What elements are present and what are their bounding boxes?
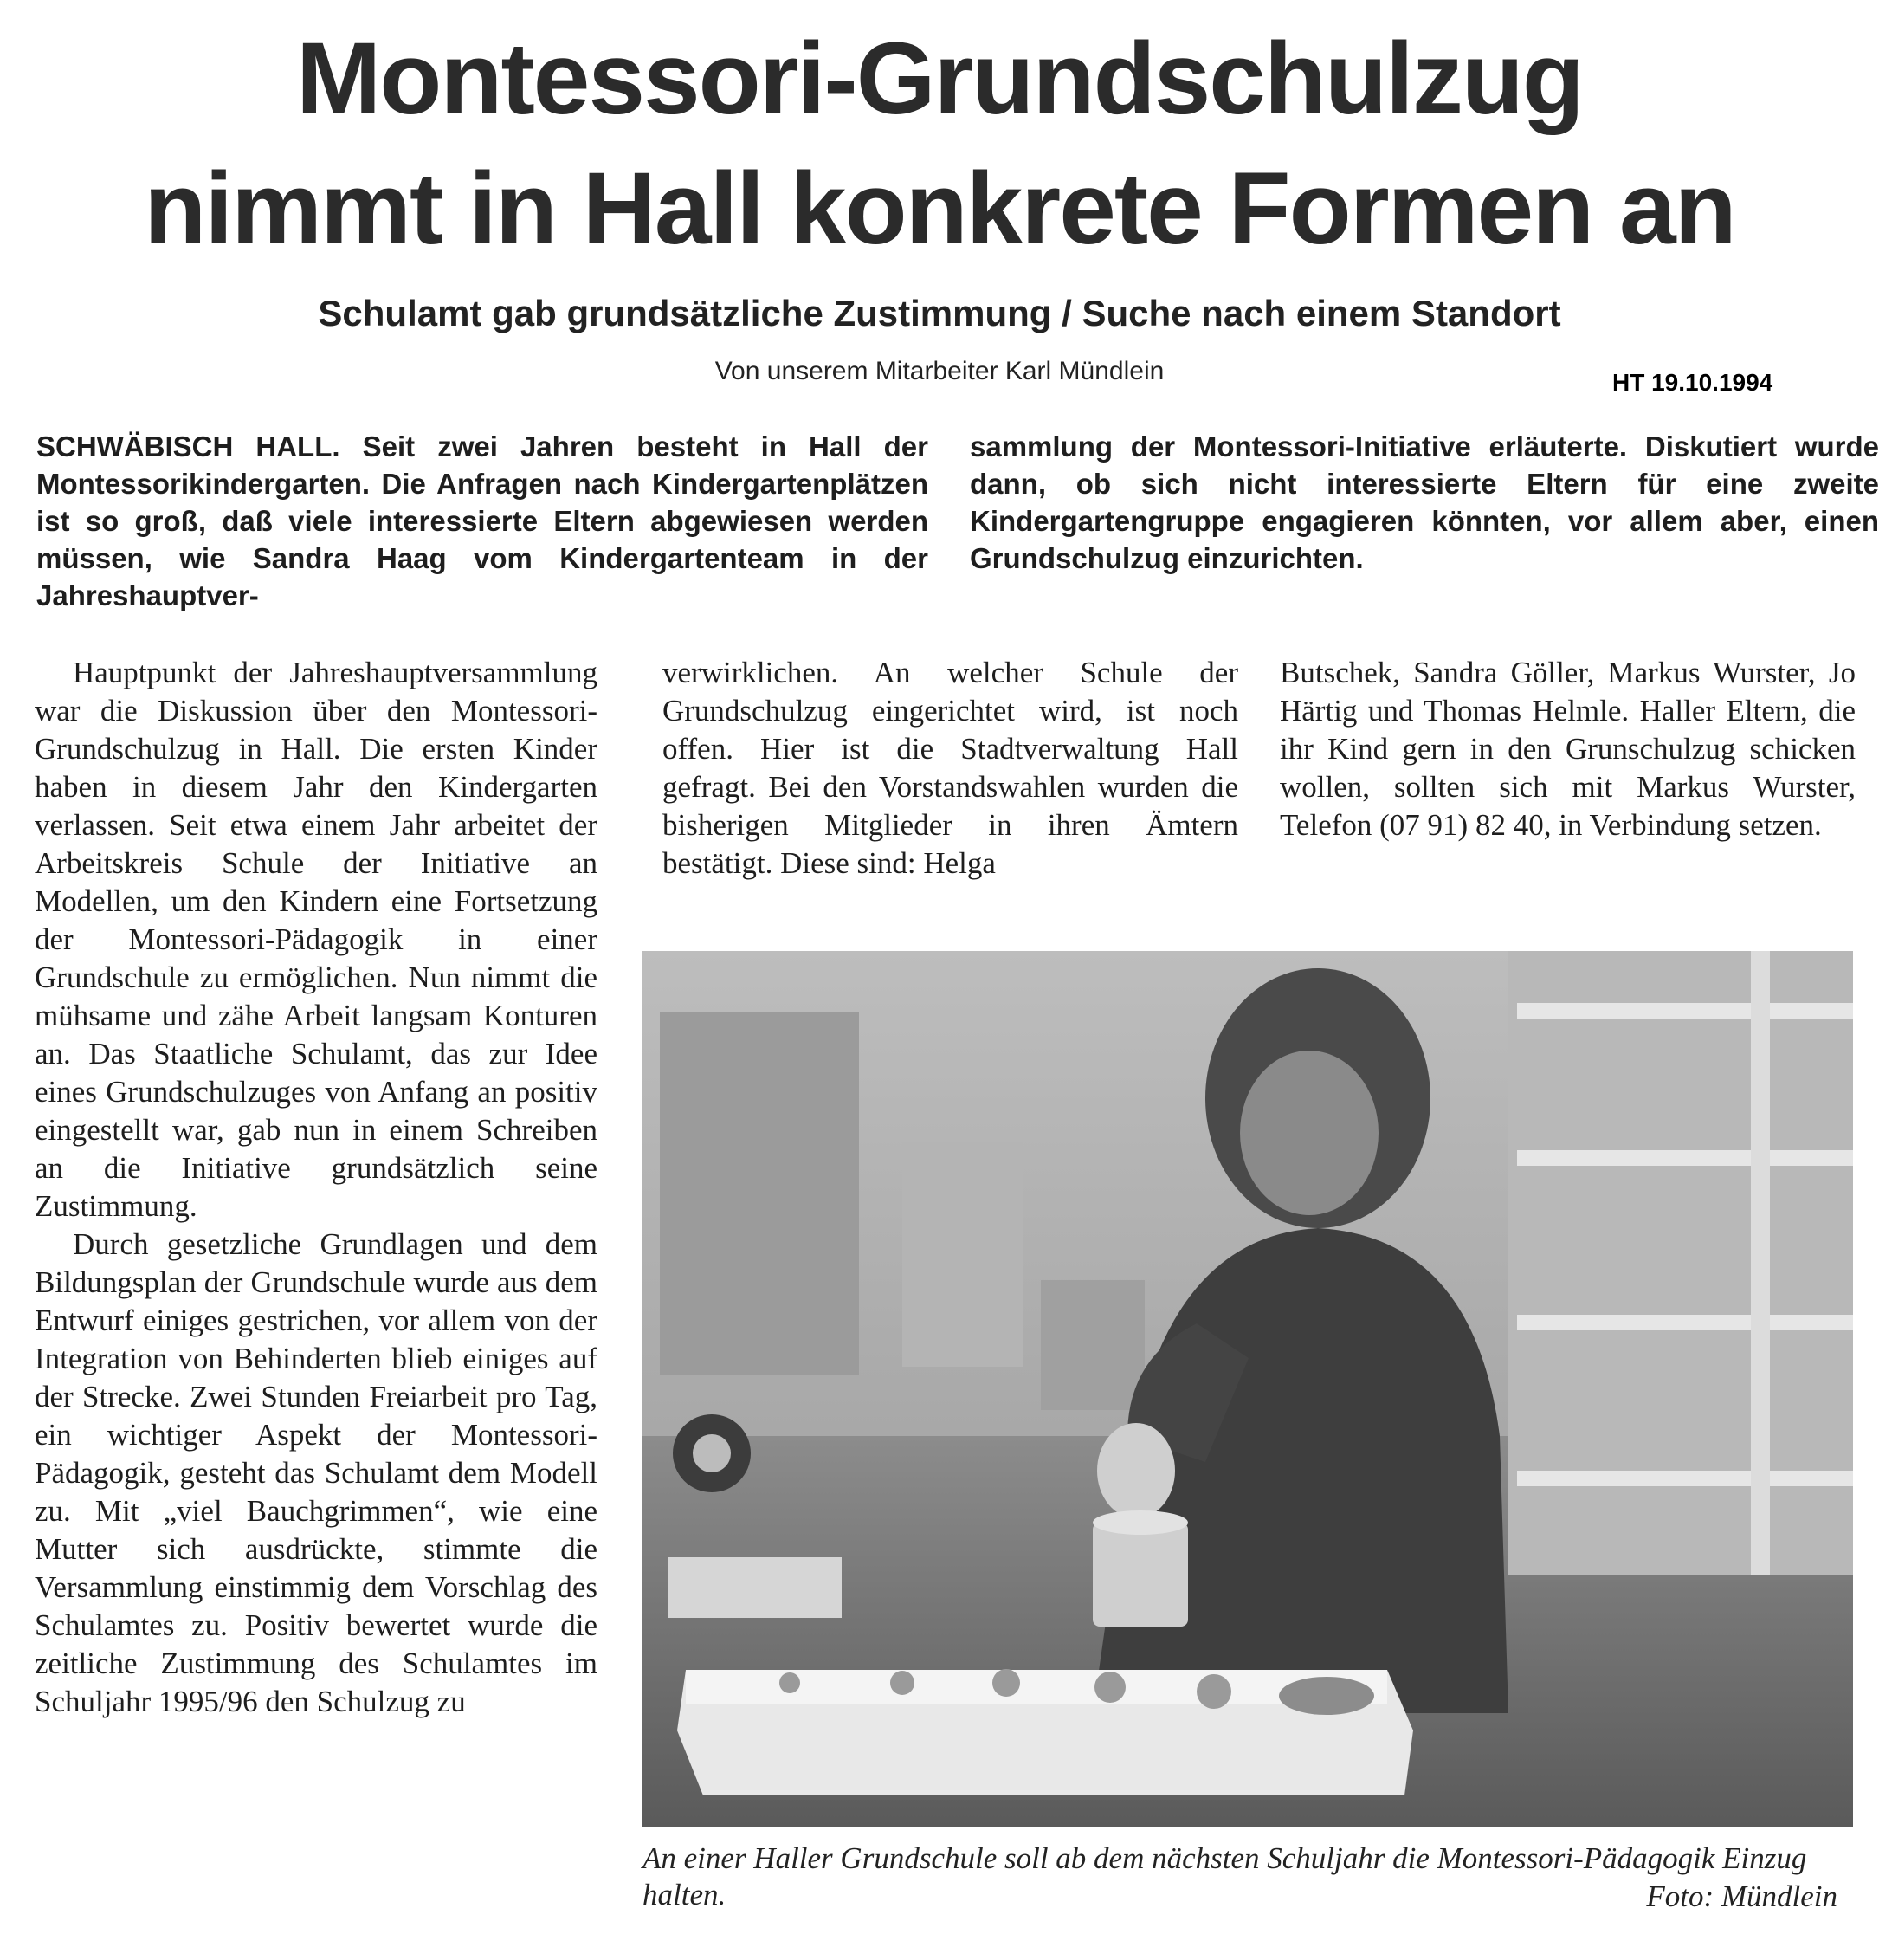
photo-illustration bbox=[642, 951, 1853, 1827]
headline-line-2: nimmt in Hall konkrete Formen an bbox=[144, 152, 1735, 266]
body-paragraph: Hauptpunkt der Jahreshauptversammlung war die Diskussion über den Montessori-Grundschulzug in Hall. Die ersten Kinder haben in diesem Jahr den Kindergarten verlassen. Seit etwa einem Jahr arbeitet der Arbeitskreis Schule der Initiative an Modellen, um den Kindern eine Fortsetzung der Montessori-Pädagogik in einer Grundschule zu ermöglichen. Nun nimmt die mühsame und zähe Arbeit langsam Konturen an. Das Staatliche Schulamt, das zur Idee eines Grundschulzuges von Anfang an positiv eingestellt war, gab nun in einem Schreiben an die Initiative grundsätzlich seine Zustimmung. bbox=[35, 656, 597, 1223]
lead-paragraph-part-2: sammlung der Montessori-Initiative erläuterte. Diskutiert wurde dann, ob sich nicht interessierte Eltern für eine zweite Kindergartengruppe engagieren könnten, vor allem aber, einen Grundschulzug einzurichten. bbox=[970, 430, 1879, 574]
lead-paragraph-part-1: SCHWÄBISCH HALL. Seit zwei Jahren besteht in Hall der Montessorikindergarten. Die Anfragen nach Kindergartenplätzen ist so groß, daß viele interessierte Eltern abgewiesen werden müssen, wie Sandra Haag vom Kindergartenteam in der Jahreshauptver- bbox=[36, 430, 928, 611]
body-column-2 bbox=[662, 654, 1238, 940]
dateline: HT 19.10.1994 bbox=[1612, 369, 1773, 396]
headline-line-1: Montessori-Grundschulzug bbox=[296, 22, 1583, 136]
body-column-1 bbox=[35, 654, 597, 1918]
body-paragraph: verwirklichen. An welcher Schule der Grundschulzug eingerichtet wird, ist noch offen. Hier ist die Stadtverwaltung Hall gefragt. Bei den Vorstandswahlen wurden die bisherigen Mitglieder in ihren Ämtern bestätigt. Diese sind: Helga bbox=[662, 656, 1238, 880]
subheadline: Schulamt gab grundsätzliche Zustimmung / Suche nach einem Standort bbox=[318, 293, 1561, 333]
news-photo bbox=[642, 951, 1853, 1827]
body-column-3 bbox=[1280, 654, 1856, 940]
photo-credit: Foto: Mündlein bbox=[1646, 1879, 1837, 1913]
photo-caption: An einer Haller Grundschule soll ab dem nächsten Schuljahr die Montessori-Pädagogik Einzug halten. bbox=[642, 1841, 1807, 1911]
byline: Von unserem Mitarbeiter Karl Mündlein bbox=[714, 357, 1165, 385]
body-paragraph: Butschek, Sandra Göller, Markus Wurster, Jo Härtig und Thomas Helmle. Haller Eltern, die ihr Kind gern in den Grunschulzug schicken wollen, sollten sich mit Markus Wurster, Telefon (07 91) 82 40, in Verbindung setzen. bbox=[1280, 656, 1856, 842]
body-paragraph: Durch gesetzliche Grundlagen und dem Bildungsplan der Grundschule wurde aus dem Entwurf einiges gestrichen, vor allem von der Integration von Behinderten blieb einiges auf der Strecke. Zwei Stunden Freiarbeit pro Tag, ein wichtiger Aspekt der Montessori-Pädagogik, gesteht das Schulamt dem Modell zu. Mit „viel Bauchgrimmen“, wie eine Mutter sich ausdrückte, stimmte die Versammlung einstimmig dem Vorschlag des Schulamtes zu. Positiv bewertet wurde die zeitliche Zustimmung des Schulamtes im Schuljahr 1995/96 den Schulzug zu bbox=[35, 1227, 597, 1718]
